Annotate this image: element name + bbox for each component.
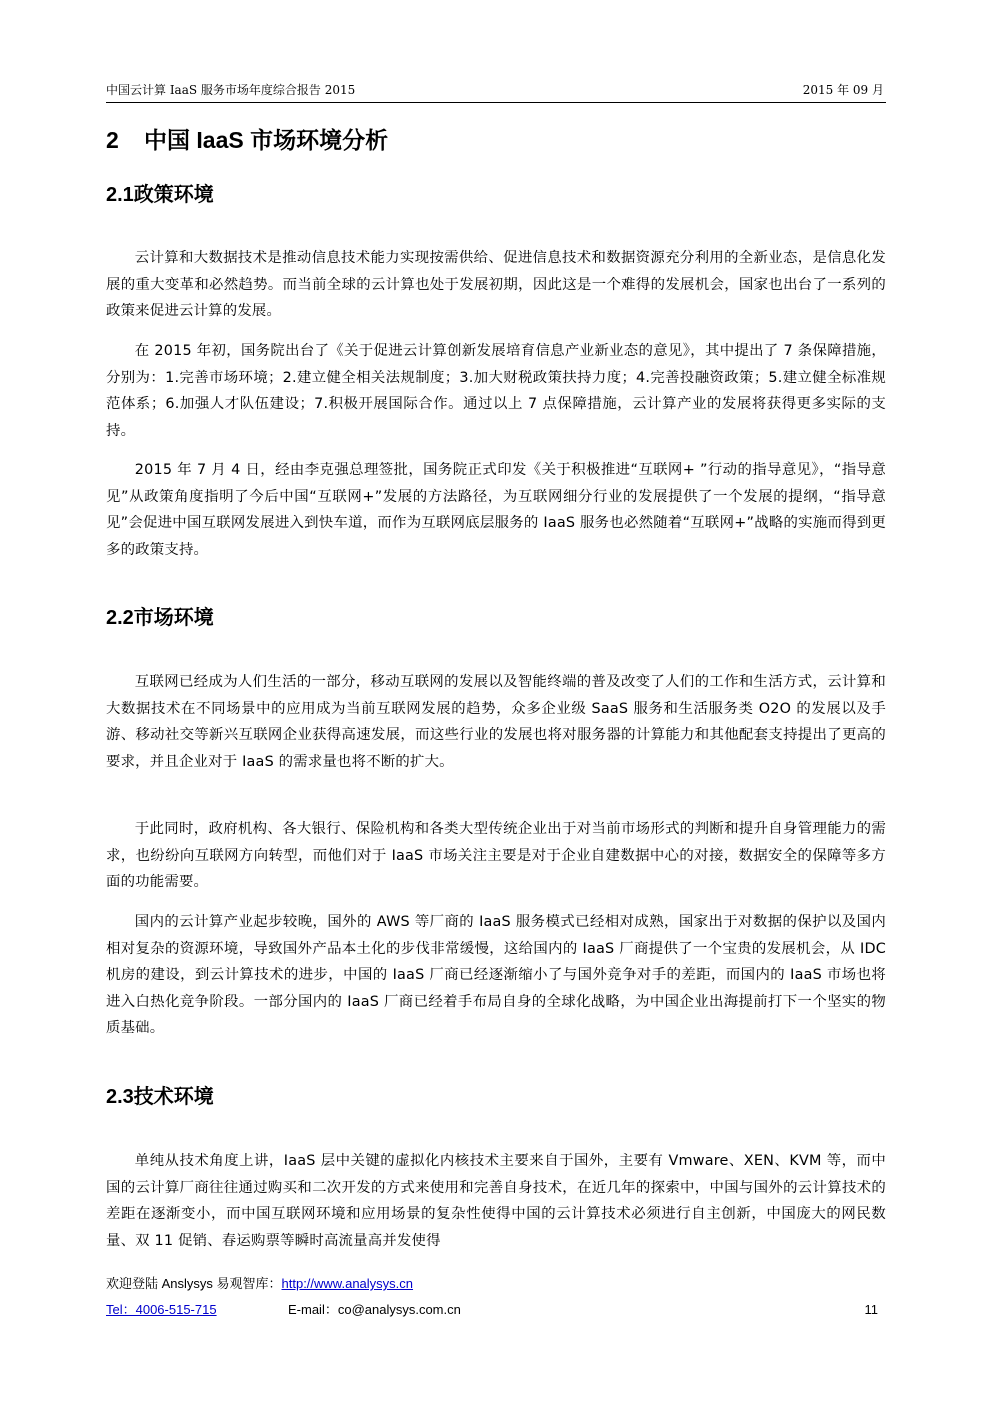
section-heading-policy: 2.1政策环境 [106, 184, 214, 206]
footer-welcome [106, 1275, 886, 1293]
paragraph: 国内的云计算产业起步较晚，国外的 AWS 等厂商的 IaaS 服务模式已经相对成熟，国家出于对数据的保护以及国内相对复杂的资源环境，导致国外产品本土化的步伐非常缓慢，这给国内的 IaaS 厂商提供了一个宝贵的发展机会，从 IDC 机房的建设，到云计算技术的进步，中国的 IaaS 厂商已经逐渐缩小了与国外竞争对手的差距，而国内的 IaaS 市场也将进入白热化竞争阶段。一部分国内的 IaaS 厂商已经着手布局自身的全球化战略，为中国企业出海提前打下一个坚实的物质基础。 [106, 914, 886, 1036]
paragraph: 在 2015 年初，国务院出台了《关于促进云计算创新发展培育信息产业新业态的意见》，其中提出了 7 条保障措施，分别为：1.完善市场环境；2.建立健全相关法规制度；3.加大财税政策扶持力度；4.完善投融资政策；5.建立健全标准规范体系；6.加强人才队伍建设；7.积极开展国际合作。通过以上 7 点保障措施，云计算产业的发展将获得更多实际的支持。 [106, 343, 886, 439]
paragraph: 云计算和大数据技术是推动信息技术能力实现按需供给、促进信息技术和数据资源充分利用的全新业态，是信息化发展的重大变革和必然趋势。而当前全球的云计算也处于发展初期，因此这是一个难得的发展机会，国家也出台了一系列的政策来促进云计算的发展。 [106, 250, 886, 319]
chapter-heading [106, 124, 388, 156]
website-link[interactable]: http://www.analysys.cn [281, 1276, 414, 1291]
chapter-title: 中国 IaaS 市场环境分析 [144, 127, 389, 153]
footer-email: E-mail：co@analysys.com.cn [288, 1302, 461, 1317]
page-header [106, 82, 886, 103]
section-heading-technology: 2.3技术环境 [106, 1086, 214, 1108]
tel-link[interactable]: Tel：4006-515-715 [106, 1302, 217, 1317]
section-heading-market: 2.2市场环境 [106, 607, 214, 629]
header-report-title: 中国云计算 IaaS 服务市场年度综合报告 2015 [106, 83, 356, 97]
chapter-number: 2 [106, 127, 119, 153]
paragraph: 2015 年 7 月 4 日，经由李克强总理签批，国务院正式印发《关于积极推进“互联网+ ”行动的指导意见》，“指导意见”从政策角度指明了今后中国“互联网+”发展的方法路径，为互联网细分行业的发展提供了一个发展的提纲，“指导意见”会促进中国互联网发展进入到快车道，而作为互联网底层服务的 IaaS 服务也必然随着“互联网+”战略的实施而得到更多的政策支持。 [106, 462, 886, 558]
footer-contact [106, 1301, 886, 1319]
paragraph: 单纯从技术角度上讲，IaaS 层中关键的虚拟化内核技术主要来自于国外，主要有 Vmware、XEN、KVM 等，而中国的云计算厂商往往通过购买和二次开发的方式来使用和完善自身技术，在近几年的探索中，中国与国外的云计算技术的差距在逐渐变小，而中国互联网环境和应用场景的复杂性使得中国的云计算技术必须进行自主创新，中国庞大的网民数量、双 11 促销、春运购票等瞬时高流量高并发使得 [106, 1153, 886, 1249]
page-number: 11 [864, 1302, 878, 1317]
paragraph: 互联网已经成为人们生活的一部分，移动互联网的发展以及智能终端的普及改变了人们的工作和生活方式，云计算和大数据技术在不同场景中的应用成为当前互联网发展的趋势，众多企业级 SaaS 服务和生活服务类 O2O 的发展以及手游、移动社交等新兴互联网企业获得高速发展，而这些行业的发展也将对服务器的计算能力和其他配套支持提出了更高的要求，并且企业对于 IaaS 的需求量也将不断的扩大。 [106, 674, 886, 770]
footer-welcome-text: 欢迎登陆 Anslysys 易观智库： [106, 1276, 282, 1291]
header-date: 2015 年 09 月 [802, 83, 884, 97]
paragraph: 于此同时，政府机构、各大银行、保险机构和各类大型传统企业出于对当前市场形式的判断和提升自身管理能力的需求，也纷纷向互联网方向转型，而他们对于 IaaS 市场关注主要是对于企业自建数据中心的对接，数据安全的保障等多方面的功能需要。 [106, 821, 886, 890]
